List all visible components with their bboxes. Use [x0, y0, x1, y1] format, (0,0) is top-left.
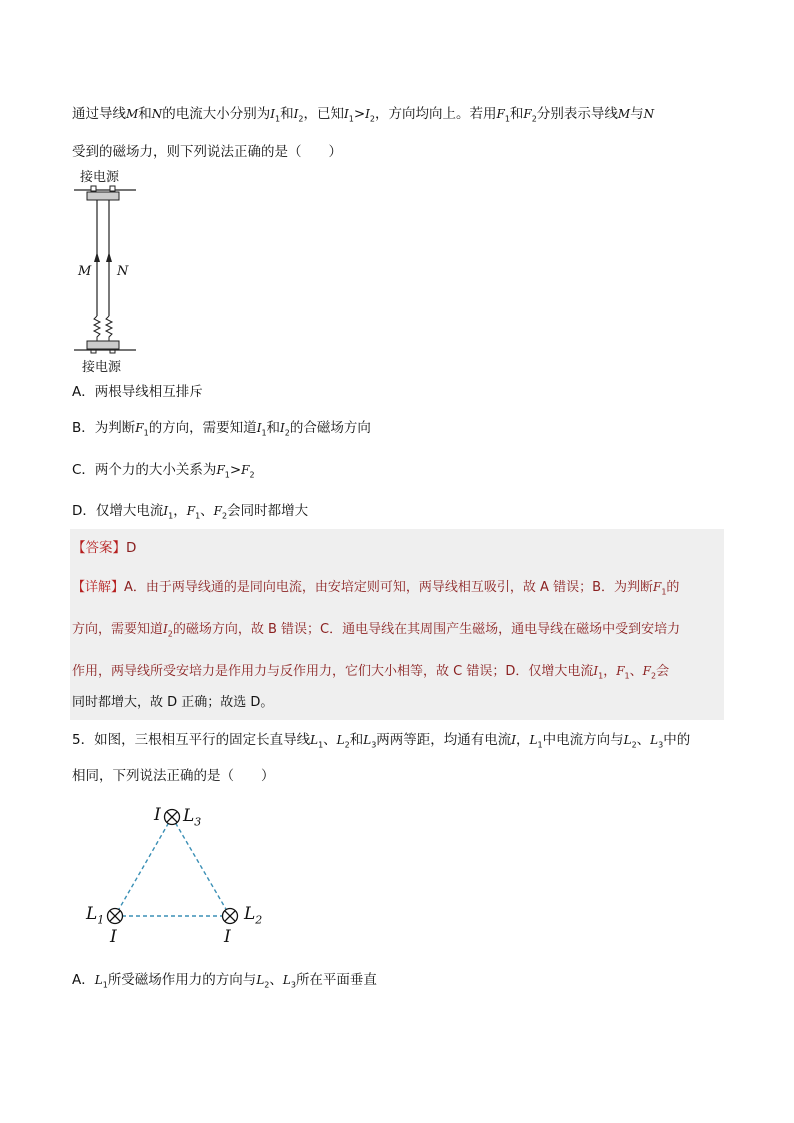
wire-l1-symbol — [108, 909, 123, 924]
q4-option-a: A．两根导线相互排斥 — [72, 384, 203, 400]
wire-n-label: N — [117, 264, 129, 279]
q4-option-c: C．两个力的大小关系为$F_1>F_2$ — [72, 462, 255, 480]
l3-label: $L_3$ — [183, 806, 202, 829]
l2-label: $L_2$ — [244, 904, 263, 927]
figure-triangle — [80, 800, 280, 950]
q5-stem-line2: 相同，下列说法正确的是（ ） — [72, 768, 275, 784]
answer-tag: 【答案】 — [72, 540, 126, 556]
i-left-label: I — [110, 927, 117, 947]
i-right-label: I — [224, 927, 231, 947]
q4-option-b: B．为判断$F_1$的方向，需要知道$I_1$和$I_2$的合磁场方向 — [72, 420, 371, 438]
q4-option-d: D．仅增大电流$I_1$，$F_1$、$F_2$会同时都增大 — [72, 503, 309, 521]
answer-line — [72, 538, 136, 558]
detail-line3: 作用，两导线所受安培力是作用力与反作用力，它们大小相等，故 C 错误；D．仅增大电流$I_1$，$F_1$、$F_2$会 — [72, 664, 670, 681]
detail-line1: 【详解】A．由于两导线通的是同向电流，由安培定则可知，两导线相互吸引，故 A 错误；B．为判断$F_1$的 — [72, 580, 680, 597]
i-top-label: I — [154, 805, 161, 825]
wire-m-label: M — [78, 264, 92, 279]
q4-stem-line2: 受到的磁场力，则下列说法正确的是（ ） — [72, 144, 342, 160]
answer-value: D — [126, 540, 137, 556]
bottom-label: 接电源 — [82, 360, 122, 375]
detail-line2: 方向，需要知道$I_2$的磁场方向，故 B 错误；C．通电导线在其周围产生磁场，通电导线在磁场中受到安培力 — [72, 622, 681, 639]
l1-label: $L_1$ — [86, 904, 105, 927]
q5-option-a: A．$L_1$所受磁场作用力的方向与$L_2$、$L_3$所在平面垂直 — [72, 972, 377, 990]
wire-l3-symbol — [165, 810, 180, 825]
figure-wires — [72, 166, 142, 376]
top-label: 接电源 — [80, 170, 120, 185]
q5-stem-line1: 5．如图，三根相互平行的固定长直导线$L_1$、$L_2$和$L_3$两两等距，均通有电流I，$L_1$中电流方向与$L_2$、$L_3$中的 — [72, 732, 691, 750]
detail-line4: 同时都增大，故 D 正确；故选 D。 — [72, 695, 274, 710]
q4-stem-line1: 通过导线M和N的电流大小分别为$I_1$和$I_2$，已知$I_1>I_2$，方向均向上。若用$F_1$和$F_2$分别表示导线M与N — [72, 106, 655, 124]
wire-l2-symbol — [223, 909, 238, 924]
